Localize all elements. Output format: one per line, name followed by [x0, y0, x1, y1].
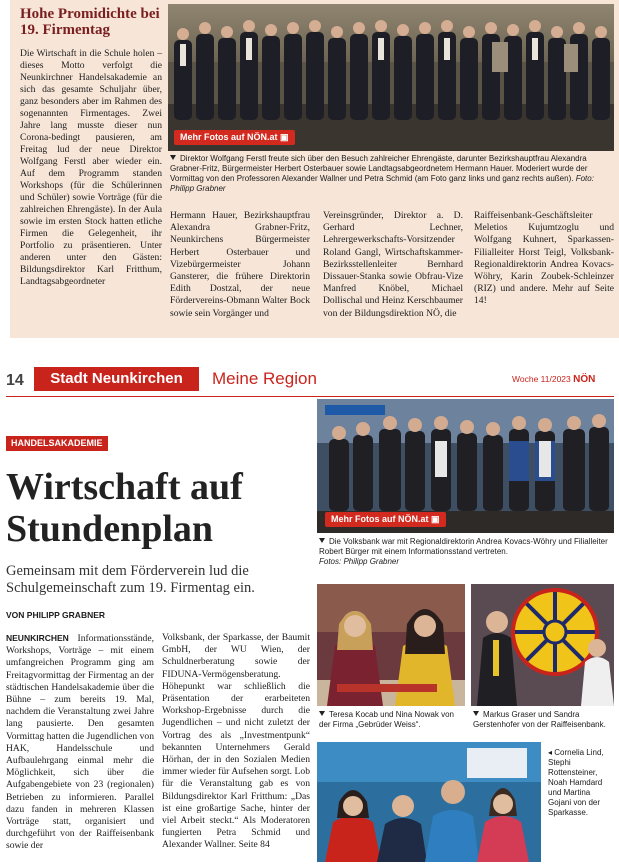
clipping-column-1: Hermann Hauer, Bezirkshauptfrau Alexandra Grabner-Fritz, Neunkirchens Bürgermeister Herbert Osterbauer und Vizebürgermeister Johann Gansterer, die frühere Direktorin Edith Dostzal, der neue Fördervereins-Obmann Walter Bock sowie sein Vorgänger und [170, 210, 310, 319]
two-women-illustration [317, 584, 465, 706]
header-rule [6, 396, 614, 397]
article-kicker: HANDELSAKADEMIE [6, 436, 108, 451]
more-photos-link-2[interactable]: Mehr Fotos auf NÖN.at ▣ [325, 512, 446, 527]
article-headline: Wirtschaft auf Stundenplan [6, 466, 243, 550]
volksbank-photo [317, 399, 614, 533]
caption-arrow-icon [319, 538, 325, 543]
photo-credit: Foto: Philipp Grabner [170, 174, 594, 193]
article-subhead: Gemeinsam mit dem Förderverein lud die Schulgemeinschaft zum 19. Firmentag ein. [6, 563, 255, 596]
camera-icon: ▣ [280, 132, 289, 142]
region-title: Meine Region [212, 369, 317, 388]
group-photo [168, 4, 614, 151]
sparkasse-photo [317, 742, 541, 862]
caption-arrow-icon: ◂ [548, 748, 555, 757]
photo-credit: Fotos: Philipp Grabner [319, 557, 400, 566]
camera-icon: ▣ [431, 514, 440, 524]
clipping-column-3: Raiffeisenbank-Geschäftsleiter Meletios Kujumtzoglu und Wolfgang Kuhnert, Sparkassen-Filialleiter Horst Teigl, Volksbank-Regionaldirektorin Andrea Kovacs-Wöhry, Karin Zoubek-Schleinzer (RIZ) und andere. Mehr auf Seite 14! [474, 210, 614, 307]
group-of-people-illustration [168, 4, 614, 151]
raiffeisen-caption: Markus Graser und Sandra Gerstenhofer von der Raiffeisenbank. [473, 710, 606, 729]
raiffeisen-photo [471, 584, 614, 706]
article-author: VON PHILIPP GRABNER [6, 610, 106, 620]
volksbank-caption: Die Volksbank war mit Regionaldirektorin Andrea Kovacs-Wöhry und Filialleiter Robert Bürger mit einem Informationsstand vertreten. Fotos: Philipp Grabner [319, 537, 608, 566]
clipping-lead-text: Die Wirtschaft in die Schule holen – dieses Motto verfolgt die Neunkirchner Handelsakademie an sich das gesamte Schuljahr über, ganz besonders aber im Rahmen des sogenannten Firmentages. Zwei Jahre lang musste dieser nun Corona-bedingt pausieren, am Freitag lud der neue Direktor Wolfgang Ferstl aber wieder ein. Auf dem Programm standen Workshops (für die Schülerinnen und Schüler) sowie Vorträge (für die zahlreichen Ehrengäste). In der Aula sowie im ersten Stock hatten etliche Firmen die Gelegenheit, ihr Portfolio zu präsentieren. Unter anderen unter den Gästen: Bildungsdirektor Karl Fritthum, Landtagsabgeordneter [20, 48, 162, 287]
clipping-column-2: Vereinsgründer, Direktor a. D. Gerhard Lechner, Lehrergewerkschafts-Vorsitzender Roland Gangl, Wirtschaftskammer-Bezirksstellenleiter Bernhard Dissauer-Stanka sowie Obfrau-Vize Manfred Knöbel, Michael Dollischal und Heinz Kerschbaumer von der Bildungsdirektion NÖ, die [323, 210, 463, 319]
gebrueder-weiss-photo [317, 584, 465, 706]
wheel-of-fortune-illustration [471, 584, 614, 706]
caption-arrow-icon [473, 711, 479, 716]
article-dateline: NEUNKIRCHEN [6, 633, 69, 643]
more-photos-link[interactable]: Mehr Fotos auf NÖN.at ▣ [174, 130, 295, 145]
article-column-1: NEUNKIRCHEN Informationsstände, Workshops, Vorträge – mit einem umfangreichen Programm ging am Freitagvormittag der Firmentag an der städtischen Handelsakademie über die Bühne – zum bereits 19. Mal, nachdem die Veranstaltung zwei Jahre lang pausierte. Den gesamten Vormittag hatten die Jugendlichen von HAK, Handelsschule und Aufbaulehrgang einmal mehr die Möglichkeit, sich über die Aufgabengebiete von 23 (regionalen) Betrieben zu informieren. Parallel dazu fanden in mehreren Klassen Vorträge statt, organisiert und durchgeführt von der Raiffeisenbank sowie der [6, 633, 154, 852]
gebrueder-weiss-caption: Teresa Kocab und Nina Nowak von der Firma „Gebrüder Weiss“. [319, 710, 454, 729]
caption-arrow-icon [319, 711, 325, 716]
caption-arrow-icon [170, 155, 176, 160]
section-title: Stadt Neunkirchen [34, 367, 199, 391]
clipping-headline: Hohe Promidichte bei 19. Firmentag [20, 6, 160, 38]
issue-label: Woche 11/2023 NÖN [512, 374, 596, 385]
sparkasse-caption: ◂ Cornelia Lind, Stephi Rottensteiner, Noah Hamdard und Martina Gojani von der Sparkasse. [548, 748, 604, 817]
article-column-2: Volksbank, der Sparkasse, der Baumit GmbH, der WU Wien, der Schuldnerberatung sowie der FIDUNA-Vermögensberatung. Höhepunkt war schließlich die Präsentation der erarbeiteten Workshop-Ergebnisse durch die Jugendlichen – und nicht zuletzt der Vortrag des als „Investmentpunk“ bekannten Unternehmers Gerald Hörhan, der in den Sozialen Medien immer wieder für Aufsehen sorgt. Lob für die Veranstaltung gab es von Bildungsdirektor Karl Fritthum: „Das ist eine großartige Sache, hinter der viel Arbeit steckt.“ Als Moderatoren fungierten Petra Schmid und Alexander Wallner. Seite 84 [162, 632, 310, 851]
clipping-photo-caption: Direktor Wolfgang Ferstl freute sich über den Besuch zahlreicher Ehrengäste, darunter Bezirkshauptfrau Alexandra Grabner-Fritz, Bürgermeister Herbert Osterbauer sowie Landtagsabgeordnetem Hermann Hauer. Moderiert wurde der Vormittag von den Professoren Alexander Wallner und Petra Schmid (am Foto ganz links und ganz rechts außen). Foto: Philipp Grabner [170, 154, 594, 193]
brand-logo: NÖN [573, 374, 596, 385]
page-number: 14 [6, 372, 24, 389]
four-people-illustration [317, 742, 541, 862]
